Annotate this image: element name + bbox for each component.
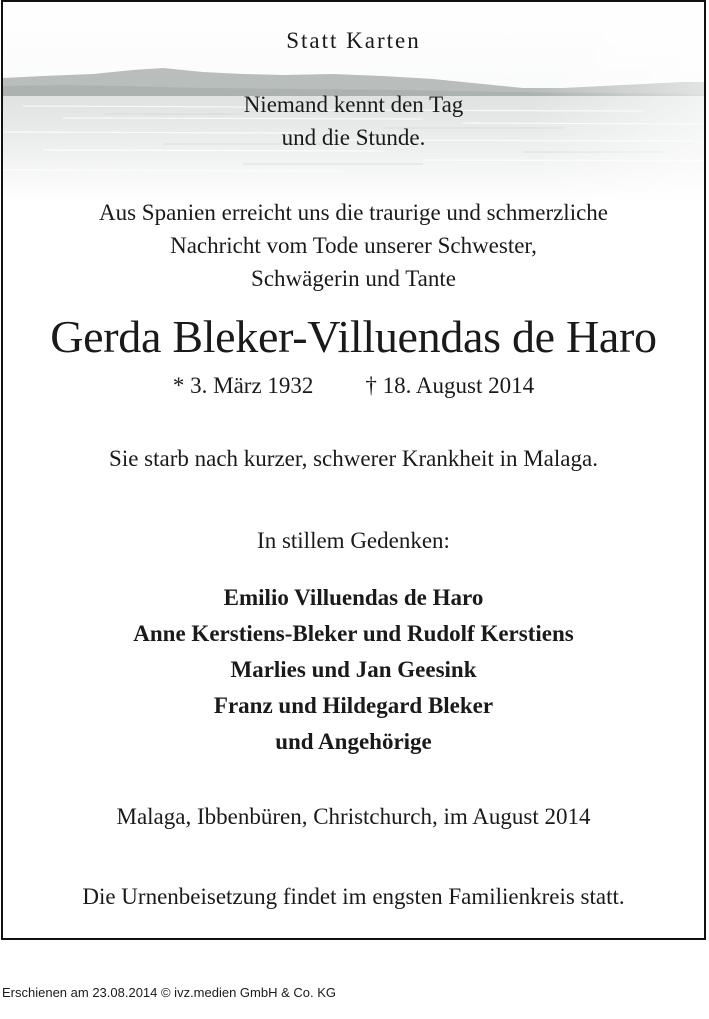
mourner-name: Emilio Villuendas de Haro [223, 585, 484, 610]
death-date: † 18. August 2014 [365, 373, 535, 398]
obituary-notice [1, 0, 706, 940]
motto-line-1: Niemand kennt den Tag [243, 92, 464, 117]
cause-of-death-line: Sie starb nach kurzer, schwerer Krankheit in Malaga. [109, 446, 598, 471]
place-date-line: Malaga, Ibbenbüren, Christchurch, im August 2014 [116, 804, 591, 829]
publication-footer: Erschienen am 23.08.2014 © ivz.medien GmbH & Co. KG [2, 985, 337, 1000]
mourner-name: Anne Kerstiens-Bleker und Rudolf Kerstiens [133, 621, 574, 646]
mourner-name: Marlies und Jan Geesink [230, 657, 477, 682]
mourner-name: und Angehörige [275, 729, 432, 754]
intro-line-1: Aus Spanien erreicht uns die traurige und schmerzliche [98, 200, 609, 225]
birth-date: * 3. März 1932 [172, 373, 314, 398]
mourner-name: Franz und Hildegard Bleker [213, 693, 494, 718]
life-dates [3, 373, 704, 399]
burial-note: Die Urnenbeisetzung findet im engsten Familienkreis statt. [82, 884, 625, 909]
in-memory-line: In stillem Gedenken: [257, 528, 450, 553]
statt-karten-heading: Statt Karten [286, 28, 421, 53]
intro-line-3: Schwägerin und Tante [251, 266, 456, 291]
motto-line-2: und die Stunde. [281, 125, 426, 150]
deceased-name: Gerda Bleker-Villuendas de Haro [50, 311, 657, 362]
intro-line-2: Nachricht vom Tode unserer Schwester, [170, 233, 537, 258]
